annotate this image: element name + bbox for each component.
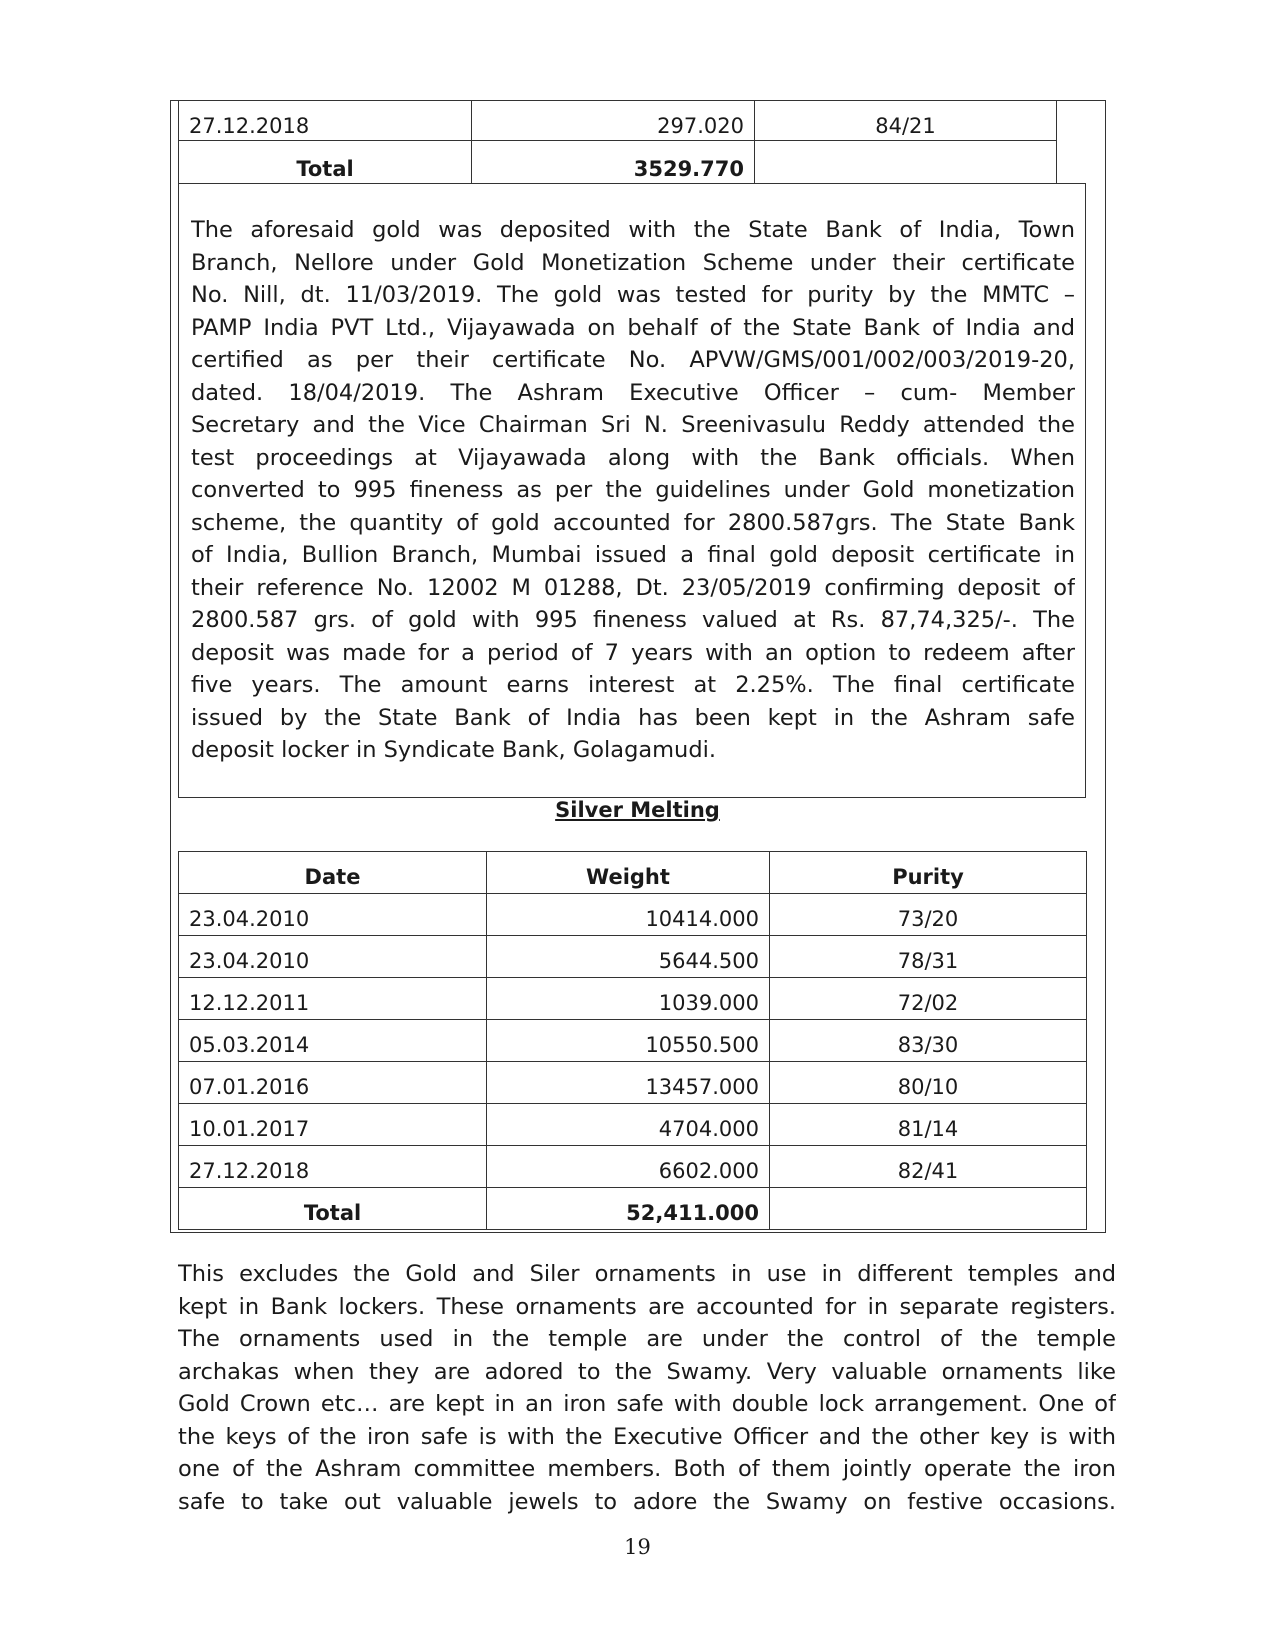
- gold-weight-cell: 297.020: [472, 101, 755, 141]
- silver-total-label: Total: [179, 1188, 487, 1230]
- table-row: [179, 101, 1057, 141]
- paragraph-line: certified as per their certificate No. APVW/GMS/001/002/003/2019-20,: [191, 347, 1075, 373]
- header-purity: Purity: [770, 852, 1087, 894]
- paragraph-line: deposit was made for a period of 7 years with an option to redeem after: [191, 639, 1075, 666]
- silver-melting-heading: Silver Melting: [555, 798, 720, 822]
- paragraph-line: converted to 995 fineness as per the guidelines under Gold monetization: [191, 477, 1075, 503]
- paragraph-line: archakas when they are adored to the Swamy. Very valuable ornaments like: [178, 1358, 1116, 1385]
- ornaments-paragraph: [178, 1258, 1116, 1518]
- paragraph-line: one of the Ashram committee members. Both of them jointly operate the iron: [178, 1456, 1116, 1482]
- paragraph-line: kept in Bank lockers. These ornaments are accounted for in separate registers.: [178, 1293, 1116, 1320]
- silver-date-cell: 23.04.2010: [179, 936, 487, 978]
- page-number: 19: [624, 1535, 651, 1559]
- silver-purity-cell: 81/14: [770, 1104, 1087, 1146]
- silver-purity-cell: 80/10: [770, 1062, 1087, 1104]
- silver-purity-cell: 83/30: [770, 1020, 1087, 1062]
- silver-weight-cell: 10414.000: [487, 894, 770, 936]
- paragraph-line: of India, Bullion Branch, Mumbai issued a final gold deposit certificate in: [191, 542, 1075, 568]
- paragraph-line: Branch, Nellore under Gold Monetization Scheme under their certificate: [191, 249, 1075, 276]
- table-row: [179, 978, 1087, 1020]
- silver-weight-cell: 4704.000: [487, 1104, 770, 1146]
- silver-date-cell: 05.03.2014: [179, 1020, 487, 1062]
- paragraph-line: Secretary and the Vice Chairman Sri N. Sreenivasulu Reddy attended the: [191, 412, 1075, 438]
- silver-purity-cell: 72/02: [770, 978, 1087, 1020]
- gold-total-label: Total: [179, 141, 472, 184]
- table-row-total: [179, 141, 1057, 184]
- silver-weight-cell: 10550.500: [487, 1020, 770, 1062]
- paragraph-line: five years. The amount earns interest at 2.25%. The final certificate: [191, 672, 1075, 698]
- silver-table: [178, 851, 1087, 1230]
- table-row: [179, 1146, 1087, 1188]
- paragraph-line: issued by the State Bank of India has been kept in the Ashram safe: [191, 704, 1075, 731]
- paragraph-line: Gold Crown etc… are kept in an iron safe with double lock arrangement. One of: [178, 1391, 1116, 1417]
- silver-date-cell: 23.04.2010: [179, 894, 487, 936]
- paragraph-line: 2800.587 grs. of gold with 995 fineness valued at Rs. 87,74,325/-. The: [191, 607, 1075, 633]
- table-row: [179, 894, 1087, 936]
- silver-purity-cell: 78/31: [770, 936, 1087, 978]
- table-row: [179, 936, 1087, 978]
- silver-weight-cell: 5644.500: [487, 936, 770, 978]
- paragraph-line: deposit locker in Syndicate Bank, Golagamudi.: [191, 737, 717, 763]
- gold-date-cell: 27.12.2018: [179, 101, 472, 141]
- silver-total-weight: 52,411.000: [487, 1188, 770, 1230]
- gold-deposit-paragraph-box: [178, 183, 1086, 798]
- silver-weight-cell: 6602.000: [487, 1146, 770, 1188]
- silver-purity-cell: 73/20: [770, 894, 1087, 936]
- table-row: [179, 1062, 1087, 1104]
- silver-date-cell: 12.12.2011: [179, 978, 487, 1020]
- paragraph-line: test proceedings at Vijayawada along with the Bank officials. When: [191, 444, 1075, 471]
- paragraph-line: The aforesaid gold was deposited with the State Bank of India, Town: [191, 217, 1075, 243]
- paragraph-line: scheme, the quantity of gold accounted for 2800.587grs. The State Bank: [191, 509, 1075, 536]
- table-row-total: [179, 1188, 1087, 1230]
- gold-total-weight: 3529.770: [472, 141, 755, 184]
- header-weight: Weight: [487, 852, 770, 894]
- silver-date-cell: 27.12.2018: [179, 1146, 487, 1188]
- table-header-row: [179, 852, 1087, 894]
- gold-purity-cell: 84/21: [755, 101, 1057, 141]
- paragraph-line: This excludes the Gold and Siler ornaments in use in different temples and: [178, 1261, 1116, 1287]
- header-date: Date: [179, 852, 487, 894]
- paragraph-line: safe to take out valuable jewels to adore the Swamy on festive occasions.: [178, 1488, 1116, 1515]
- paragraph-line: their reference No. 12002 M 01288, Dt. 23/05/2019 confirming deposit of: [191, 574, 1075, 601]
- paragraph-line: No. Nill, dt. 11/03/2019. The gold was tested for purity by the MMTC –: [191, 282, 1075, 308]
- table-row: [179, 1104, 1087, 1146]
- gold-total-empty: [755, 141, 1057, 184]
- paragraph-line: PAMP India PVT Ltd., Vijayawada on behalf of the State Bank of India and: [191, 314, 1075, 341]
- silver-purity-cell: 82/41: [770, 1146, 1087, 1188]
- gold-deposit-paragraph: [191, 214, 1075, 767]
- table-row: [179, 1020, 1087, 1062]
- paragraph-line: The ornaments used in the temple are under the control of the temple: [178, 1326, 1116, 1352]
- silver-date-cell: 10.01.2017: [179, 1104, 487, 1146]
- silver-date-cell: 07.01.2016: [179, 1062, 487, 1104]
- silver-weight-cell: 1039.000: [487, 978, 770, 1020]
- paragraph-line: dated. 18/04/2019. The Ashram Executive Officer – cum- Member: [191, 379, 1075, 406]
- ornaments-paragraph-box: [178, 1258, 1116, 1518]
- gold-table: [178, 100, 1057, 184]
- silver-total-empty: [770, 1188, 1087, 1230]
- silver-weight-cell: 13457.000: [487, 1062, 770, 1104]
- paragraph-line: the keys of the iron safe is with the Executive Officer and the other key is with: [178, 1423, 1116, 1450]
